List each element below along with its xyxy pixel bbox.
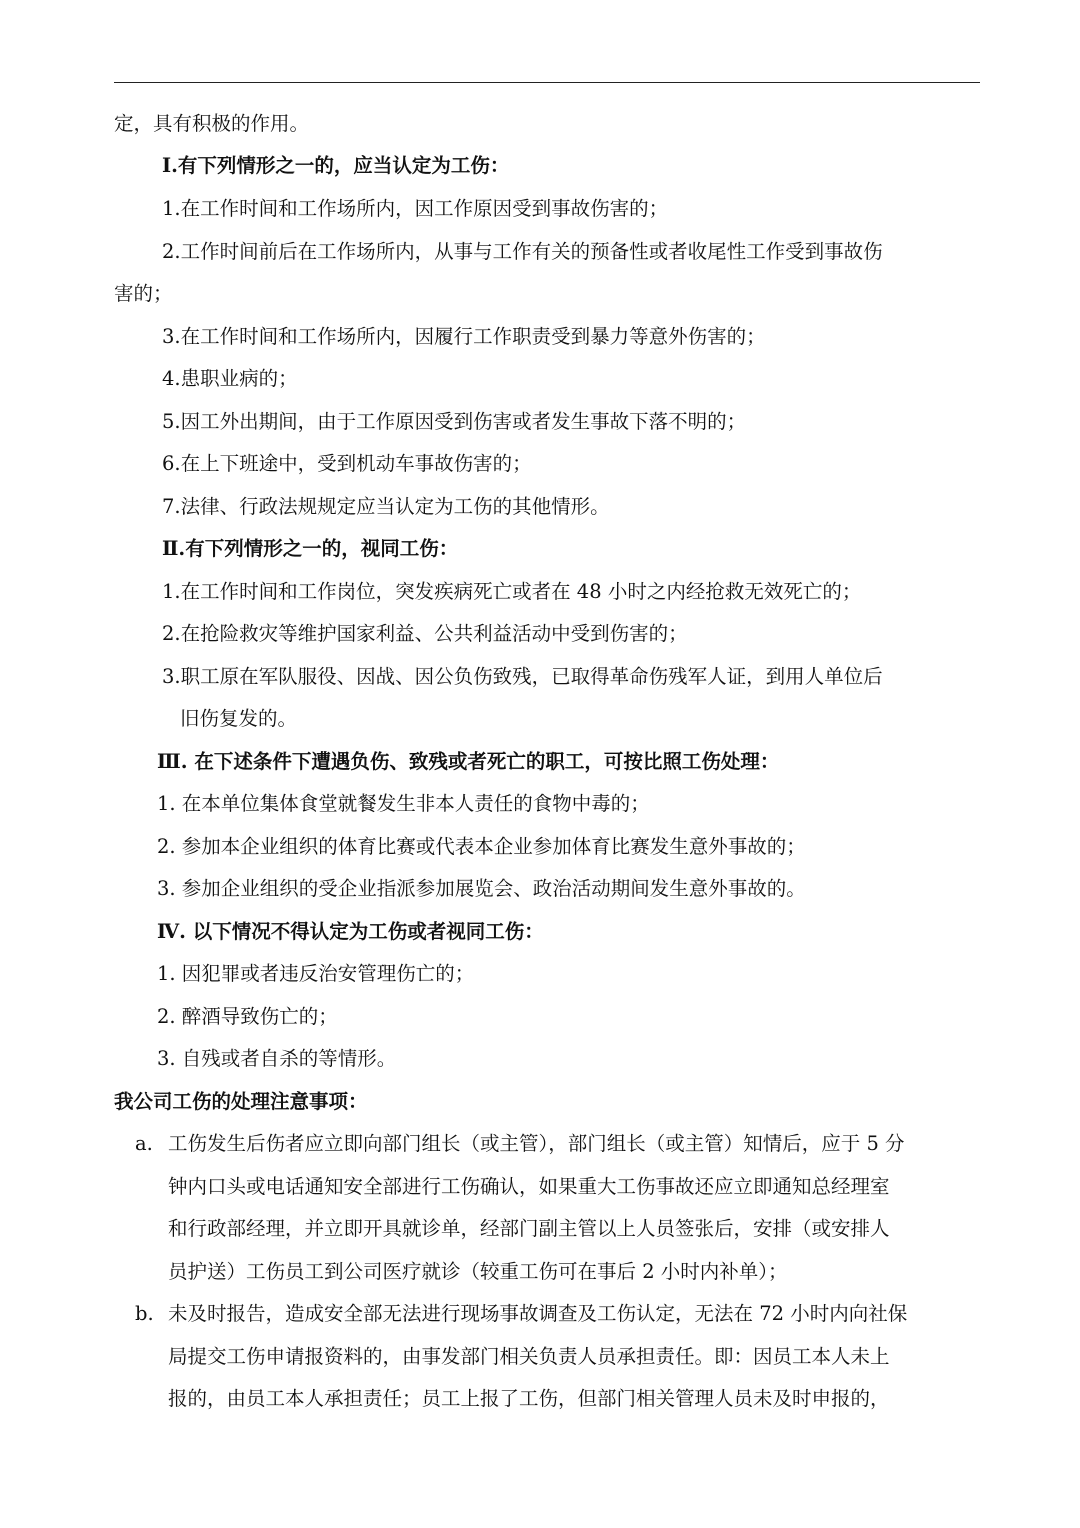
- section-1-item-5: 5.因工外出期间，由于工作原因受到伤害或者发生事故下落不明的；: [162, 410, 747, 433]
- section-4-item-2: 2. 醉酒导致伤亡的；: [157, 1005, 338, 1028]
- note-a-line-2: 钟内口头或电话通知安全部进行工伤确认，如果重大工伤事故还应立即通知总经理室: [168, 1175, 890, 1198]
- section-3-item-2: 2. 参加本企业组织的体育比赛或代表本企业参加体育比赛发生意外事故的；: [157, 835, 806, 858]
- note-a-line-4: 员护送）工伤员工到公司医疗就诊（较重工伤可在事后 2 小时内补单）；: [168, 1260, 788, 1283]
- section-1-item-1: 1.在工作时间和工作场所内，因工作原因受到事故伤害的；: [162, 197, 669, 220]
- section-4-item-1: 1. 因犯罪或者违反治安管理伤亡的；: [157, 962, 475, 985]
- note-b-line-1: 未及时报告，造成安全部无法进行现场事故调查及工伤认定，无法在 72 小时内向社保: [168, 1302, 908, 1325]
- section-2-item-3-cont: 旧伤复发的。: [180, 707, 298, 730]
- section-2-heading: Ⅱ.有下列情形之一的，视同工伤：: [162, 537, 459, 560]
- list-marker-b: b.: [135, 1302, 154, 1325]
- section-1-item-7: 7.法律、行政法规规定应当认定为工伤的其他情形。: [162, 495, 610, 518]
- note-a-line-3: 和行政部经理，并立即开具就诊单，经部门副主管以上人员签张后，安排（或安排人: [168, 1217, 890, 1240]
- list-marker-a: a.: [135, 1132, 153, 1155]
- paragraph-continuation: 定，具有积极的作用。: [114, 112, 310, 135]
- section-4-heading: Ⅳ. 以下情况不得认定为工伤或者视同工伤：: [157, 920, 544, 943]
- section-1-item-2-cont: 害的；: [114, 282, 173, 305]
- section-1-item-4: 4.患职业病的；: [162, 367, 298, 390]
- section-1-item-3: 3.在工作时间和工作场所内，因履行工作职责受到暴力等意外伤害的；: [162, 325, 766, 348]
- section-3-heading: Ⅲ. 在下述条件下遭遇负伤、致残或者死亡的职工，可按比照工伤处理：: [157, 750, 780, 773]
- notes-heading: 我公司工伤的处理注意事项：: [114, 1090, 368, 1113]
- section-1-heading: Ⅰ.有下列情形之一的，应当认定为工伤：: [162, 154, 510, 177]
- section-3-item-3: 3. 参加企业组织的受企业指派参加展览会、政治活动期间发生意外事故的。: [157, 877, 806, 900]
- section-1-item-2: 2.工作时间前后在工作场所内，从事与工作有关的预备性或者收尾性工作受到事故伤: [162, 240, 883, 263]
- section-2-item-1: 1.在工作时间和工作岗位，突发疾病死亡或者在 48 小时之内经抢救无效死亡的；: [162, 580, 862, 603]
- note-a-line-1: 工伤发生后伤者应立即向部门组长（或主管），部门组长（或主管）知情后，应于 5 分: [168, 1132, 905, 1155]
- section-1-item-6: 6.在上下班途中，受到机动车事故伤害的；: [162, 452, 532, 475]
- section-2-item-3: 3.职工原在军队服役、因战、因公负伤致残，已取得革命伤残军人证，到用人单位后: [162, 665, 883, 688]
- section-3-item-1: 1. 在本单位集体食堂就餐发生非本人责任的食物中毒的；: [157, 792, 650, 815]
- header-rule: [114, 82, 980, 83]
- note-b-line-2: 局提交工伤申请报资料的，由事发部门相关负责人员承担责任。即：因员工本人未上: [168, 1345, 890, 1368]
- section-2-item-2: 2.在抢险救灾等维护国家利益、公共利益活动中受到伤害的；: [162, 622, 688, 645]
- note-b-line-3: 报的，由员工本人承担责任；员工上报了工伤，但部门相关管理人员未及时申报的，: [168, 1387, 890, 1410]
- section-4-item-3: 3. 自残或者自杀的等情形。: [157, 1047, 397, 1070]
